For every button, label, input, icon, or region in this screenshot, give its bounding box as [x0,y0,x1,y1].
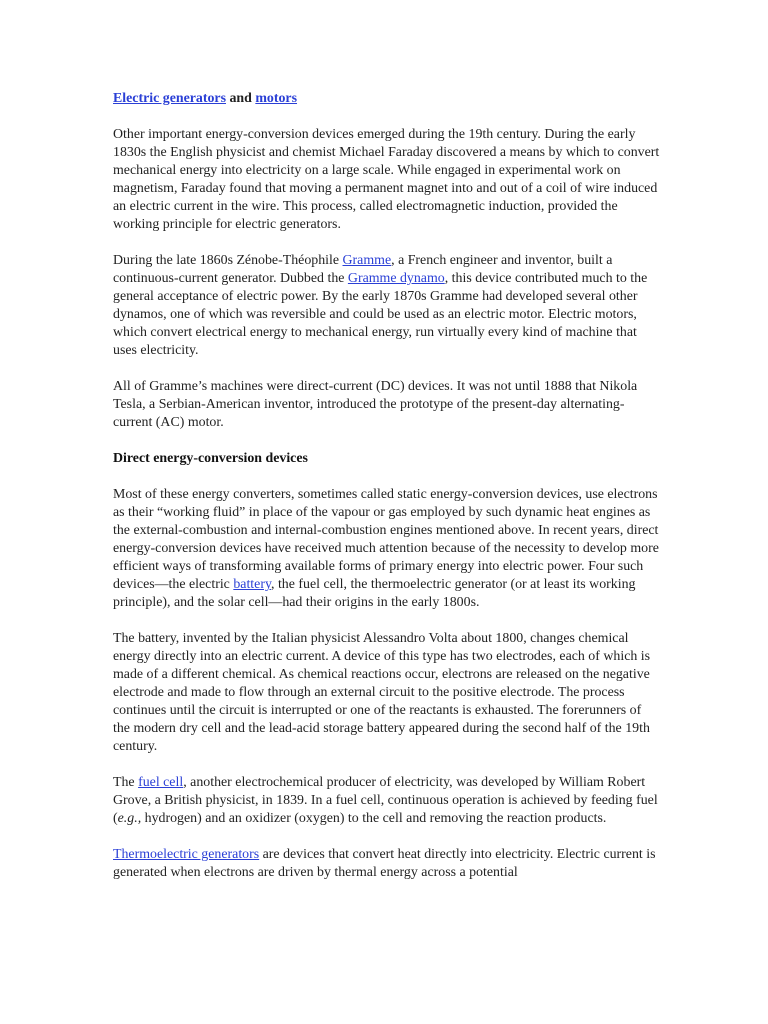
gramme-text-c: , this device contributed much to the general acceptance of electric power. By the early 1870s Gramme had developed several other dynamos, one of which was reversible and could be used as an electric motor. Electric motors, which convert electrical energy to mechanical energy, run virtually every kind of machine that uses electricity. [113,271,648,358]
paragraph-thermoelectric [113,846,661,882]
thermoelectric-text: are devices that convert heat directly into electricity. Electric current is generated when electrons are driven by thermal energy across a potential [113,847,656,880]
electric-generators-link[interactable]: Electric generators [113,91,226,106]
heading-and-text: and [226,91,256,106]
fuel-cell-link[interactable]: fuel cell [138,775,184,790]
converters-text-a: Most of these energy converters, sometimes called static energy-conversion devices, use electrons as their “working fluid” in place of the vapour or gas employed by such dynamic heat engines as the external-combustion and internal-combustion engines mentioned above. In recent years, direct energy-conversion devices have received much attention because of the necessity to develop more efficient ways of transforming available forms of primary energy into electric power. Four such devices—the electric [113,487,659,592]
fuel-cell-text-a: The [113,775,139,790]
fuel-cell-text-c: hydrogen) and an oxidizer (oxygen) to the cell and removing the reaction products. [141,811,607,826]
motors-link[interactable]: motors [255,91,298,106]
section-heading-electric-generators [113,90,661,108]
paragraph-gramme [113,252,661,360]
gramme-link[interactable]: Gramme [342,253,392,268]
section-heading-direct-energy: Direct energy-conversion devices [113,451,308,466]
gramme-dynamo-link[interactable]: Gramme dynamo [347,271,445,286]
paragraph-faraday: Other important energy-conversion devices emerged during the 19th century. During the early 1830s the English physicist and chemist Michael Faraday discovered a means by which to convert mechanical energy into electricity on a large scale. While engaged in experimental work on magnetism, Faraday found that moving a permanent magnet into and out of a coil of wire induced an electric current in the wire. This process, called electromagnetic induction, provided the working principle for electric generators. [113,127,660,232]
battery-link[interactable]: battery [233,577,271,592]
paragraph-energy-converters [113,486,661,612]
gramme-text-b: , a French engineer and inventor, built a continuous-current generator. Dubbed the [113,253,613,286]
paragraph-battery: The battery, invented by the Italian physicist Alessandro Volta about 1800, changes chemical energy directly into an electric current. A device of this type has two electrodes, each of which is made of a different chemical. As chemical reactions occur, electrons are released on the negative electrode and made to flow through an external circuit to the positive electrode. The process continues until the circuit is interrupted or one of the reactants is exhausted. The forerunners of the modern dry cell and the lead-acid storage battery appeared during the second half of the 19th century. [113,631,651,754]
paragraph-tesla: All of Gramme’s machines were direct-current (DC) devices. It was not until 1888 that Nikola Tesla, a Serbian-American inventor, introduced the prototype of the present-day alternating-current (AC) motor. [113,379,638,430]
fuel-cell-text-b: , another electrochemical producer of electricity, was developed by William Robert Grove, a British physicist, in 1839. In a fuel cell, continuous operation is achieved by feeding fuel ( [113,775,658,826]
thermoelectric-generators-link[interactable]: Thermoelectric generators [113,847,260,862]
gramme-text-a: During the late 1860s Zénobe-Théophile [113,253,343,268]
article-body [113,90,661,900]
fuel-cell-eg-text: e.g., [117,811,142,826]
paragraph-fuel-cell [113,774,661,828]
converters-text-b: , the fuel cell, the thermoelectric generator (or at least its working principle), and the solar cell—had their origins in the early 1800s. [113,577,636,610]
